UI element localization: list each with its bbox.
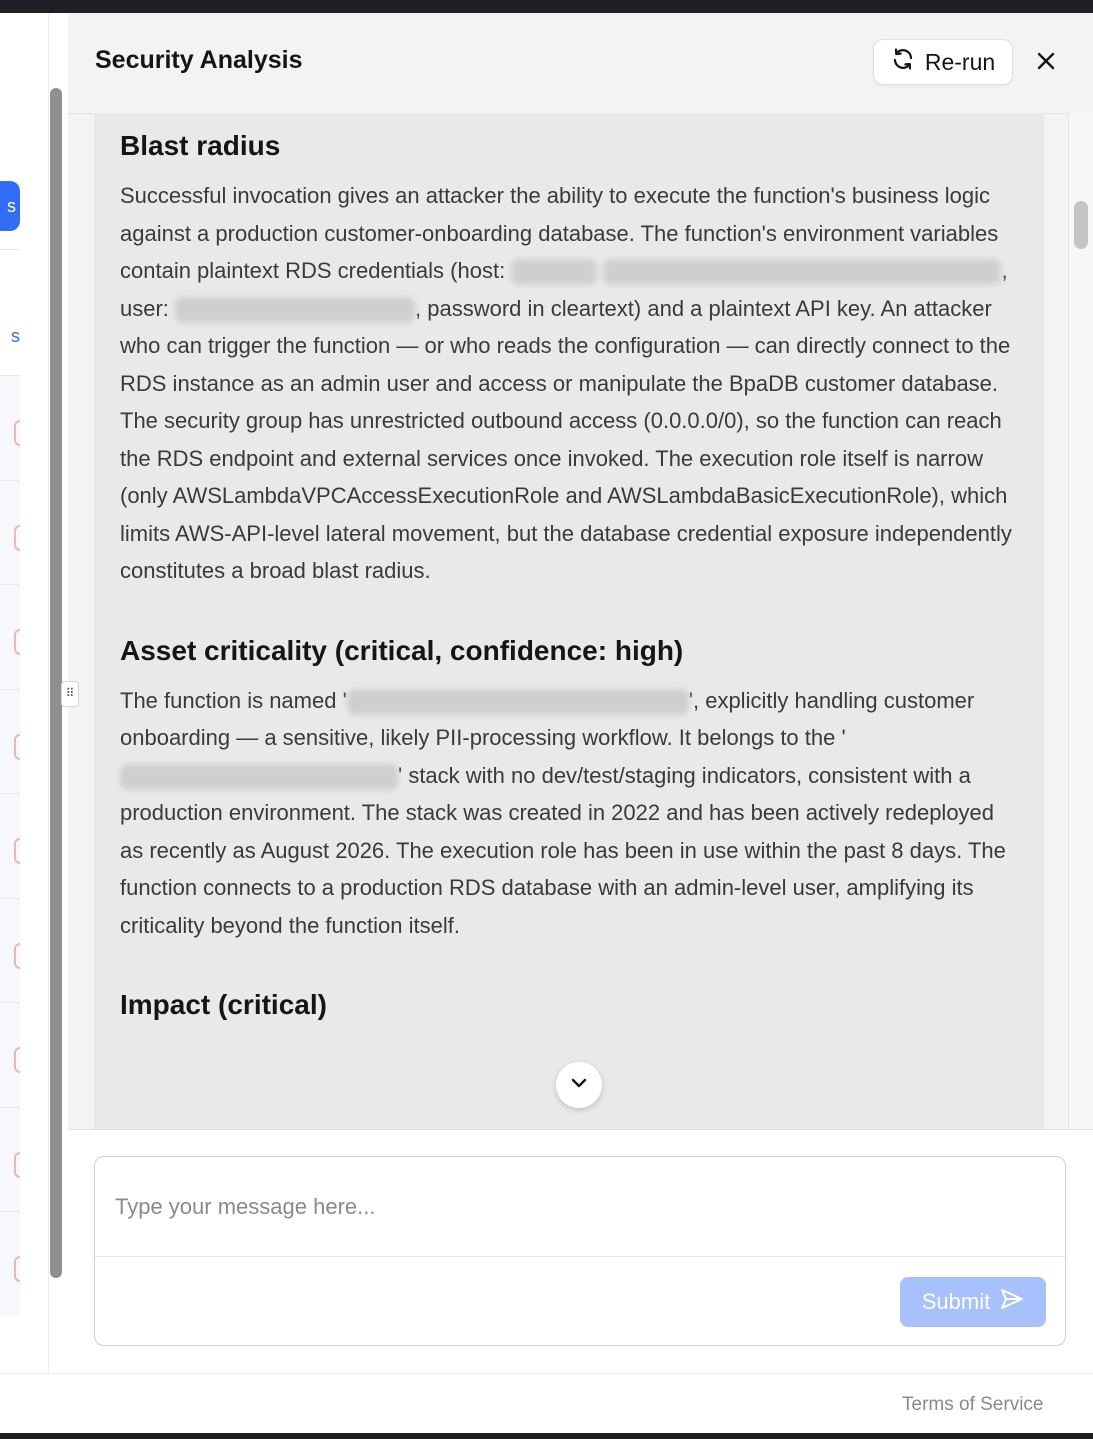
panel-resize-handle[interactable]: ⠿ (61, 681, 79, 707)
background-list-row[interactable] (0, 1002, 20, 1107)
text-segment: ', explicitly handling customer onboarding — a sensitive, likely PII-processing workflow. It belongs to the ' (120, 687, 975, 750)
window-top-bar (0, 0, 1093, 13)
section-heading-asset-criticality: Asset criticality (critical, confidence: high) (120, 634, 684, 666)
send-icon (1000, 1288, 1024, 1316)
scroll-to-bottom-button[interactable] (556, 1062, 602, 1108)
text-segment: The function is named ' (120, 687, 347, 713)
redacted-value (120, 764, 398, 790)
text-segment: Successful invocation gives an attacker the ability to execute the function's business logic against a production customer-onboarding database. The function's environment variables contain plaintext RDS credentials (host: (120, 183, 999, 283)
background-list-row[interactable] (0, 793, 20, 898)
text-segment: , password in cleartext) and a plaintext API key. An attacker who can trigger the function — or who reads the configuration — can directly connect to the RDS instance as an admin user and access or manipulate the BpaDB customer database. The security group has unrestricted outbound access (0.0.0.0/0), so the function can reach the RDS endpoint and external services once invoked. The execution role itself is narrow (only AWSLambdaVPCAccessExecutionRole and AWSLambdaBasicExecutionRole), which limits AWS-API-level lateral movement, but the database credential exposure independently constitutes a broad blast radius. (120, 295, 1012, 583)
analysis-content (94, 113, 1044, 1129)
background-list-row[interactable] (0, 480, 20, 585)
chat-composer (68, 1129, 1093, 1374)
background-list-row[interactable] (0, 375, 20, 480)
text-segment: , user: (120, 258, 1008, 321)
redacted-value (175, 297, 415, 323)
background-list-row[interactable] (0, 689, 20, 794)
message-box (94, 1156, 1066, 1346)
background-app-strip (0, 13, 49, 1373)
section-heading-blast-radius: Blast radius (120, 130, 281, 161)
content-scrollbar-thumb[interactable] (1074, 201, 1088, 249)
panel-header (68, 13, 1093, 114)
redacted-value (603, 259, 1001, 285)
refresh-icon (891, 47, 915, 77)
terms-of-service-link[interactable]: Terms of Service (902, 1394, 1044, 1415)
redacted-value (347, 689, 689, 715)
rerun-button[interactable] (873, 39, 1013, 85)
page-footer (0, 1373, 1093, 1434)
submit-label: Submit (921, 1289, 991, 1314)
redacted-value (511, 259, 597, 285)
close-icon[interactable] (1031, 48, 1061, 78)
background-primary-button[interactable]: s (0, 181, 20, 231)
background-list-row[interactable] (0, 898, 20, 1003)
window-bottom-bar (0, 1433, 1093, 1439)
background-list-row[interactable] (0, 1107, 20, 1212)
message-input[interactable] (95, 1157, 1065, 1257)
background-list-row[interactable] (0, 1211, 20, 1316)
background-link[interactable]: s (11, 326, 20, 346)
background-list-row[interactable] (0, 584, 20, 689)
text-segment: ' stack with no dev/test/staging indicators, consistent with a production environment. The stack was created in 2022 and has been actively redeployed as recently as August 2026. The execution role has been in use within the past 8 days. The function connects to a production RDS database with an admin-level user, amplifying its criticality beyond the function itself. (120, 762, 1006, 938)
section-heading-impact: Impact (critical) (120, 989, 327, 1020)
submit-button[interactable] (900, 1277, 1046, 1327)
security-analysis-panel (68, 13, 1093, 1373)
content-scroll-track[interactable] (1068, 113, 1093, 1129)
rerun-label: Re-run (924, 48, 996, 75)
divider (0, 249, 20, 250)
asset-criticality-text (120, 682, 1018, 945)
blast-radius-text (120, 177, 1018, 590)
chevron-down-icon (570, 1076, 588, 1094)
panel-title: Security Analysis (95, 46, 303, 74)
